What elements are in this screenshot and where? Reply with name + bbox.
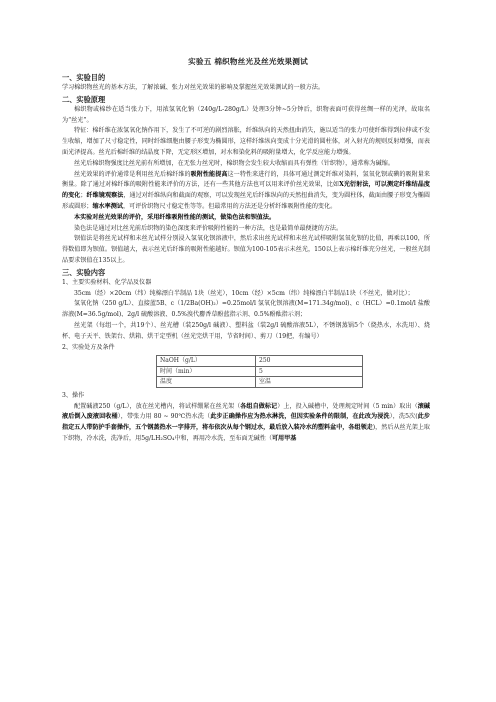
- subheading-recipe: 2、实验处方及条件: [62, 343, 115, 351]
- table-cell: 5: [256, 366, 363, 377]
- subheading-operation: 3、操作: [62, 391, 85, 399]
- document-body: [62, 72, 430, 445]
- table-row: [157, 366, 363, 377]
- table-row: [157, 356, 363, 367]
- text-run: ）上，投入碱槽中，处理规定时间（5 min）取出（: [277, 402, 418, 410]
- paragraph-principle-1: 棉织物或棉纱在适当张力下，用浓氢氧化钠（240g/L-280g/L）处理3分钟~5分钟后，织物表面可获得丝绸一样的光泽，故取名为“丝光”。: [62, 105, 430, 124]
- text-run: 这一特性来进行的，具体可通过测定纤维对染料，氢氧化钡或碘的吸附量来衡量。除了通过对棉纤维的吸附性能来评价的方法，还有一些其他方法也可以用来评价丝光效果，比如: [62, 170, 431, 189]
- table-cell: 时间（min）: [157, 366, 256, 377]
- paragraph-dyeing-method: 染色法是通过对比丝光前后织物的染色深度来评价吸附性能的一种方法，也是最简单最便捷的方法。: [74, 224, 343, 232]
- section-heading-content: 三、实验内容: [62, 267, 106, 277]
- highlight-text: 各组自做标记: [240, 402, 278, 410]
- paragraph-principle-features: 特征：棉纤维在浓氢氧化钠作用下，发生了不可逆的剧烈溶胀，纤维纵向的天然扭曲消失，施以适当的张力可使纤维得到拉伸或不发生收缩，增加了尺寸稳定性，同时纤维细胞由腰子形变为椭圆形，这样纤维纵向变成十分光滑的圆柱体，对入射光的规则反射增强，而表面光泽提高。丝光后棉纤维的结晶度下降，无定形区增加，对水和染化料的吸附量增大，化学反应能力增强。: [62, 127, 430, 156]
- table-cell: 250: [256, 356, 363, 367]
- highlight-text: 此步指定五人带防护手套操作，五个钢蒸热水一字排开，将布依次从每个钢过水，最后放入装冷水的塑料盆中，各组领走: [62, 413, 430, 432]
- highlight-text: 缩水率测试: [92, 202, 123, 210]
- paragraph-purpose: 学习棉织物丝光的基本方法，了解浓碱、张力对丝光效果的影响及掌握丝光效果测试的一般方法。: [62, 84, 325, 91]
- document-title: 实验五 棉织物丝光及丝光效果测试: [188, 57, 308, 66]
- table-row: [157, 377, 363, 388]
- highlight-text: 此步正确操作应为热水淋洗，但因实验条件的限制，在此改为浸洗: [210, 413, 390, 421]
- highlight-text: 滚碱液后倒入废液回收桶: [62, 402, 431, 421]
- text-run: ，可评价织物尺寸稳定性等等。但最常用的方法还是分析纤维吸附性能的变化。: [122, 202, 337, 210]
- text-run: ，通过对纤维纵向和截面的观察，可以发现丝光后纤维纵向的天然扭曲消失，变为圆柱体，截面由腰子形变为椭圆形或圆形；: [62, 192, 431, 210]
- table-cell: 室温: [256, 377, 363, 388]
- paragraph-materials-chemicals: 氢氧化钠（250 g/L）、直接蓝5B、c（1/2Ba(OH)₂）=0.25mol/l 氢氧化钡溶液(M=171.34g/mol)、c（HCL）=0.1mol/l 盐酸溶液(M=36.5g/mol)、2g/l 硫酸溶液、0.5%溴代麝香草酚蓝指示剂、0.5%酚酞指示剂；: [62, 300, 430, 319]
- recipe-table: [156, 355, 363, 388]
- text-run: 配置碱液250（g/L），放在丝光槽内，将试样绷紧在丝光架（: [74, 402, 241, 410]
- subheading-materials: 1、主要实验材料、化学品及仪器: [62, 278, 152, 286]
- text-run: 丝光效果的评价通常是利用丝光后棉纤维的: [74, 170, 191, 178]
- paragraph-method-statement: 本实验对丝光效果的评价，采用纤维吸附性能的测试，做染色法和钡值法。: [74, 213, 276, 221]
- paragraph-materials-fabric: 35cm（经）×20cm（纬）纯棉漂白半制品 1块（丝光），10cm（经）×5cm（纬）纯棉漂白半制品1块（不丝光，做对比）；: [74, 289, 414, 297]
- highlight-text: 可用甲基: [271, 435, 297, 443]
- paragraph-materials-equipment: 丝光架（每组一个，共19个）、丝光槽（装250g/l 碱液）、塑料盆（装2g/l 硫酸溶液5L），不锈钢蒸锅5个（烧热水，水洗用）、烧杯、电子天平、铁架台、烘箱、烘干定型机（丝光完烘干用，节省时间）、剪刀（19把，有编号）: [62, 321, 430, 340]
- text-run: ），带张力用 80 ~ 90℃热水洗（: [117, 413, 211, 421]
- table-cell: 温度: [157, 377, 256, 388]
- paragraph-operation: [62, 402, 430, 445]
- section-heading-principle: 二、实验原理: [62, 94, 106, 104]
- highlight-text: 纤维镜观察法: [86, 192, 124, 200]
- paragraph-principle-strength: 丝光后棉织物强度比丝光前有所增加，在无张力丝光时，棉织物会发生较大收缩而具有弹性（针织物），通常称为碱缩。: [74, 159, 394, 167]
- section-heading-purpose: 一、实验目的: [62, 73, 106, 82]
- table-cell: NaOH（g/L）: [157, 356, 256, 367]
- text-run: ），洗5次(: [389, 413, 418, 421]
- paragraph-barium-method: 钡值法是将丝光试样和未丝光试样分别浸入氢氧化钡溶液中，然后求出丝光试样和未丝光试样吸附氢氧化钡的比值，再乘以100，所得数值即为钡值。钡值越大，表示丝光后纤维的吸附性能越好。钡值为100-105表示未丝光，150以上表示棉纤维充分丝光，一般丝光制品要求钡值在135以上。: [62, 235, 430, 264]
- text-run: )，然后从丝光架上取下织物，冷水洗，洗净后，用5g/LH₂SO₄中和，再用冷水洗，至布面无碱性（: [62, 424, 431, 443]
- highlight-text: X光衍射法，可以测定纤维结晶度的变化: [62, 181, 431, 200]
- highlight-text: 吸附性能提高: [190, 170, 228, 178]
- text-run: ；: [80, 192, 87, 200]
- paragraph-principle-evaluation: [62, 170, 430, 213]
